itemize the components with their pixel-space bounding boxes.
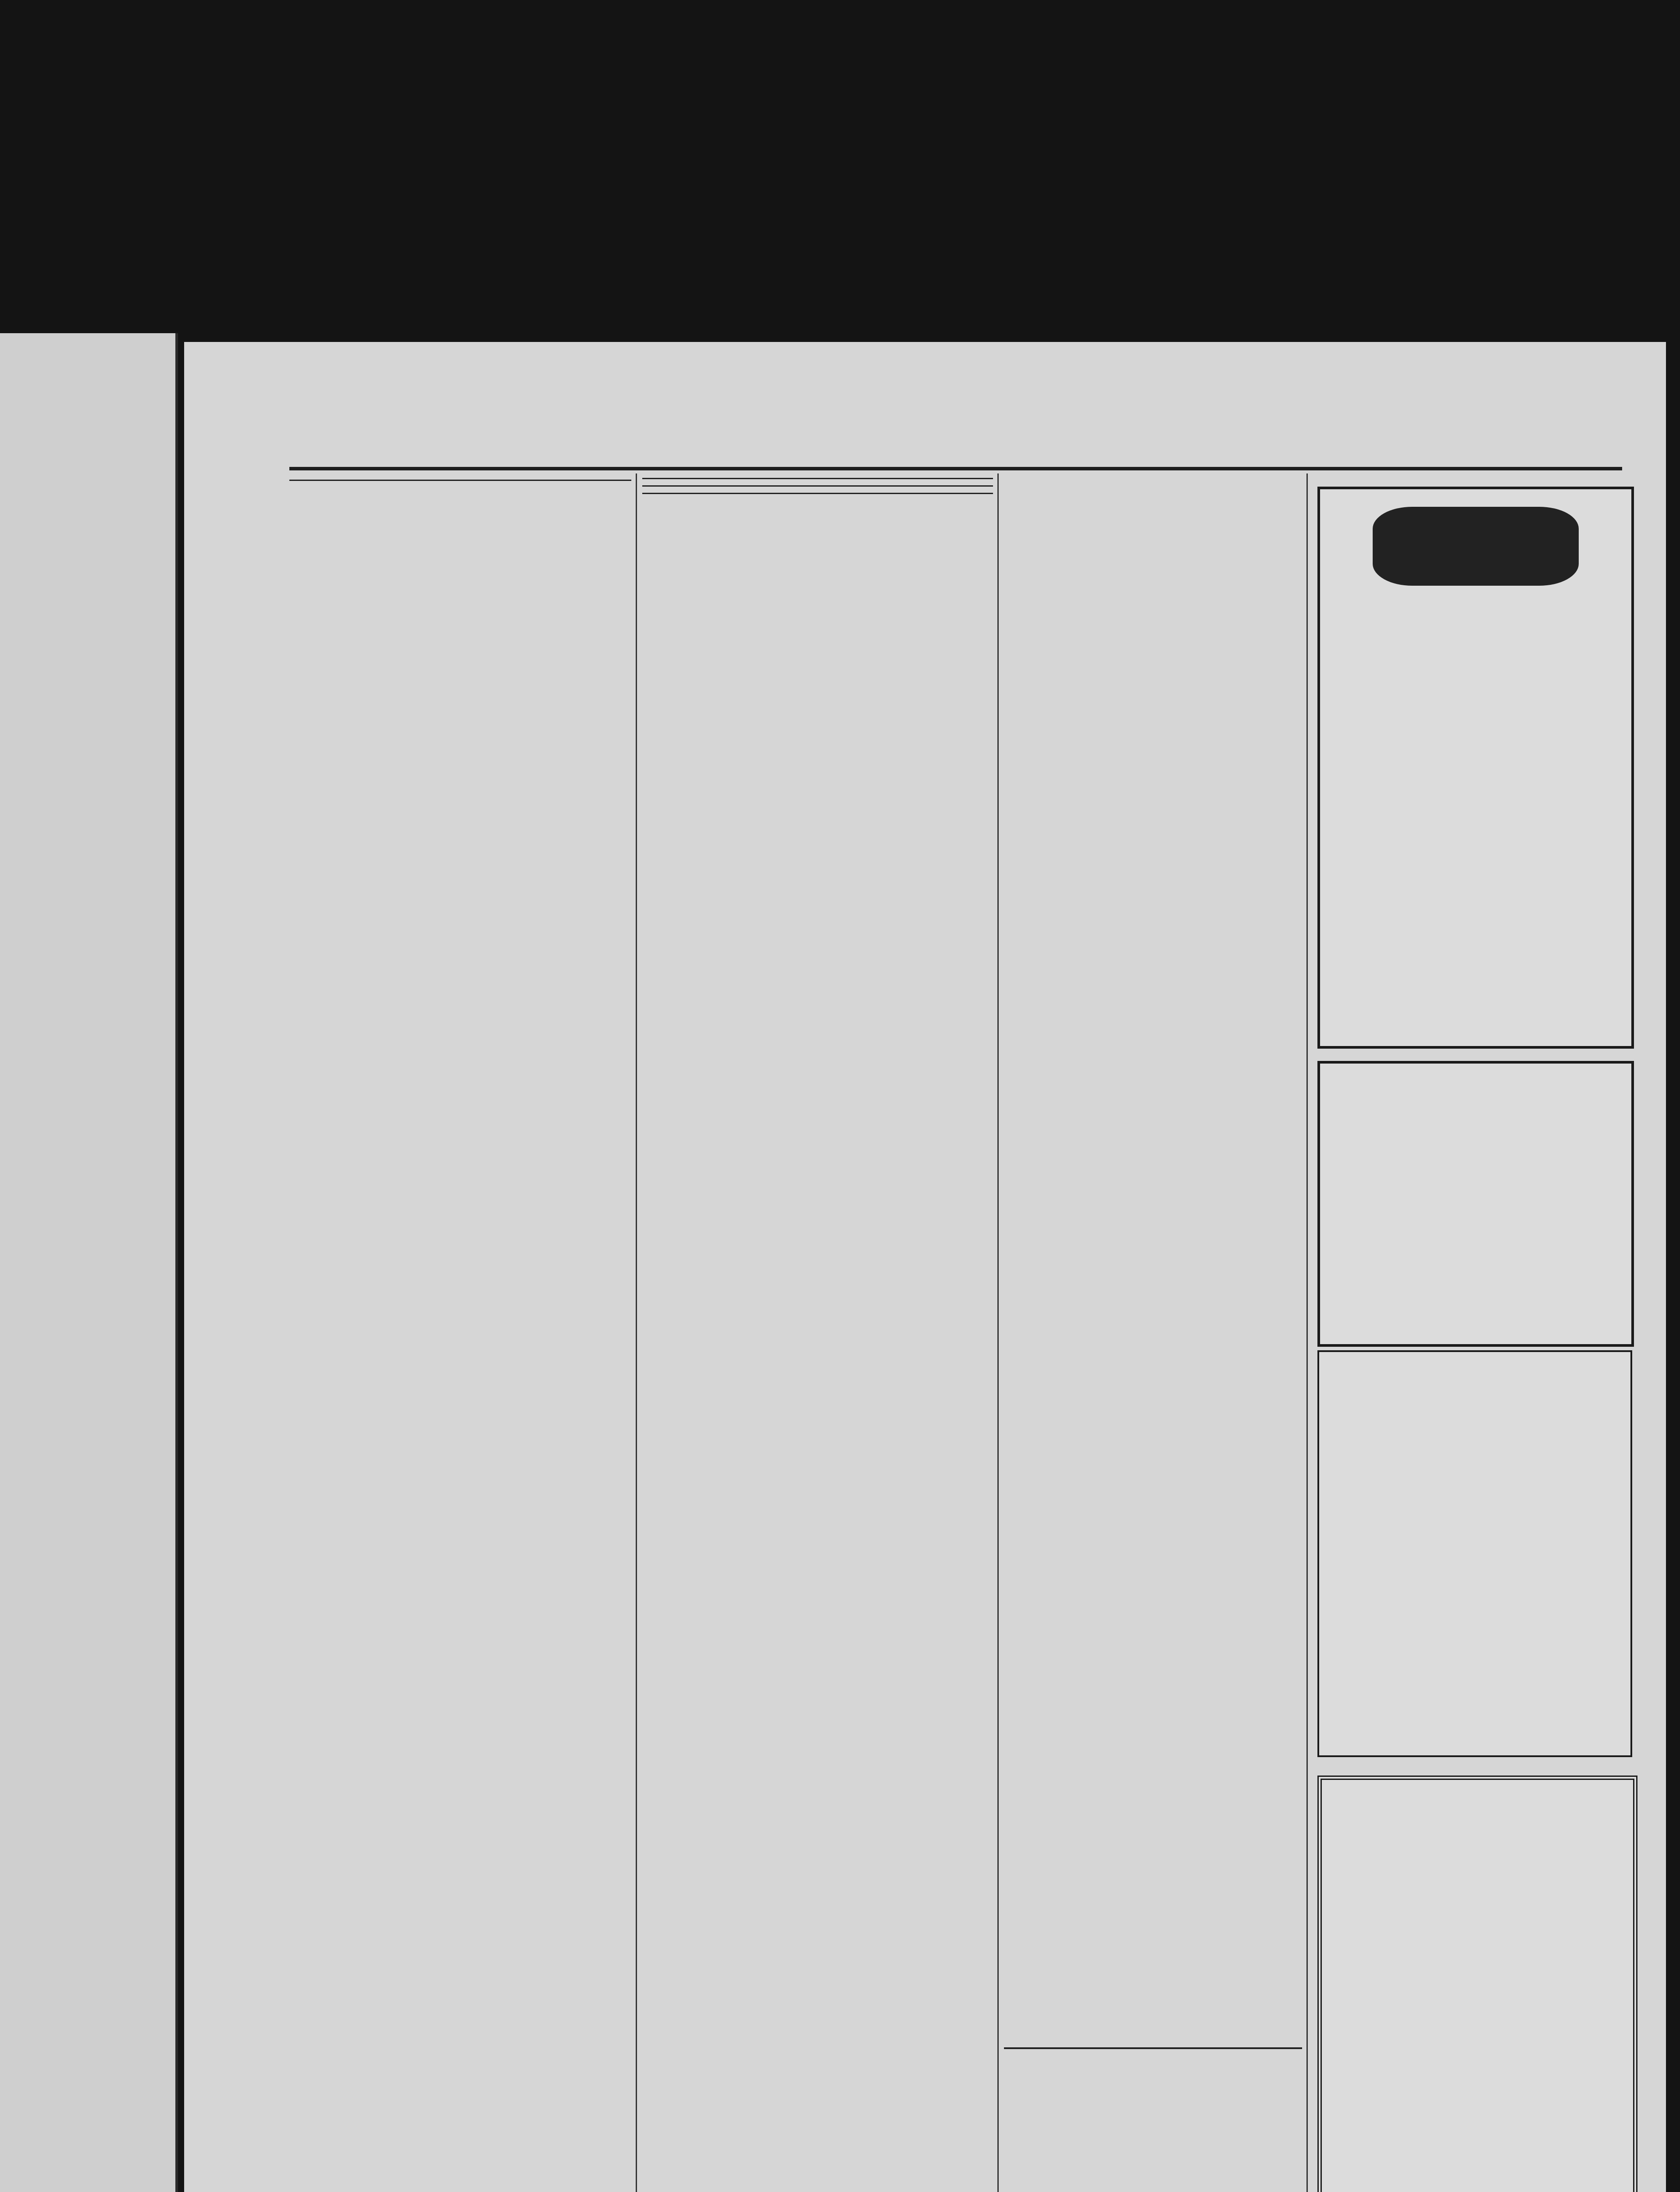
sterling-bank-ad xyxy=(1317,1061,1634,1347)
newspaper-page xyxy=(184,342,1666,2192)
column-divider xyxy=(1306,473,1308,2192)
section-divider xyxy=(642,478,993,479)
column-arkona-kerwood xyxy=(289,473,631,2192)
section-divider xyxy=(642,493,993,494)
ford-ad xyxy=(1317,487,1634,1049)
column-wyoming-inwood xyxy=(642,473,993,2192)
industrial-mortgage-ad xyxy=(1317,1350,1632,1757)
shoes-ad xyxy=(1317,1776,1637,2192)
ford-logo xyxy=(1373,507,1579,586)
column-divider xyxy=(636,473,637,2192)
section-divider xyxy=(289,480,631,481)
section-divider xyxy=(642,485,993,487)
revision-notice xyxy=(1004,2047,1302,2192)
column-markets xyxy=(1004,469,1302,2192)
previous-page-edge xyxy=(0,333,178,2192)
column-divider xyxy=(997,473,999,2192)
masthead-rule xyxy=(289,467,1622,470)
